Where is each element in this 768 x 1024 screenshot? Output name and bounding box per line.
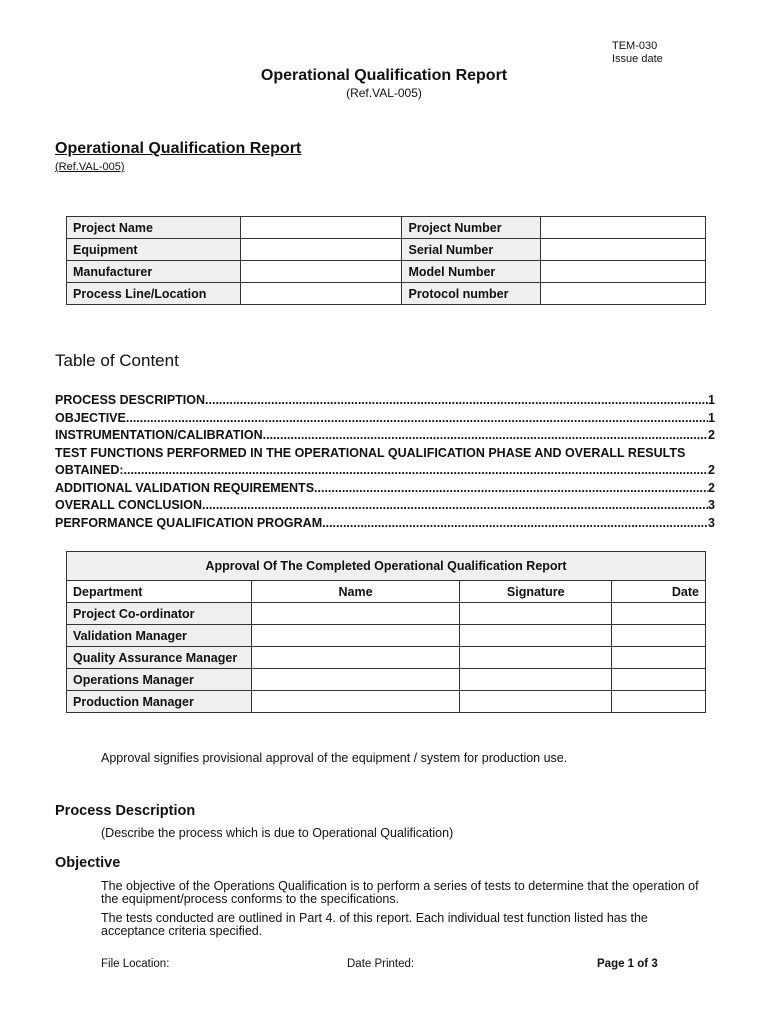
toc-entry-label: PROCESS DESCRIPTION bbox=[55, 393, 206, 407]
toc-heading: Table of Content bbox=[55, 351, 179, 370]
toc-entry-page: 1 bbox=[708, 393, 715, 407]
toc-entry[interactable] bbox=[55, 410, 715, 428]
date-cell[interactable] bbox=[612, 603, 706, 625]
serial-number-value[interactable] bbox=[541, 239, 706, 261]
date-cell[interactable] bbox=[612, 647, 706, 669]
department-cell: Project Co-ordinator bbox=[67, 603, 252, 625]
toc-leader bbox=[322, 515, 708, 533]
date-cell[interactable] bbox=[612, 625, 706, 647]
toc-leader bbox=[124, 462, 709, 480]
process-line-label: Process Line/Location bbox=[67, 283, 241, 305]
protocol-number-value[interactable] bbox=[541, 283, 706, 305]
table-row bbox=[67, 691, 706, 713]
toc-entry-page: 3 bbox=[708, 515, 715, 530]
signature-cell[interactable] bbox=[460, 603, 612, 625]
toc-entry-page: 2 bbox=[708, 428, 715, 442]
toc-entry-label: PERFORMANCE QUALIFICATION PROGRAM bbox=[55, 515, 323, 530]
document-meta bbox=[612, 40, 663, 66]
objective-heading: Objective bbox=[55, 855, 121, 871]
equipment-value[interactable] bbox=[240, 239, 402, 261]
approval-table bbox=[66, 551, 706, 713]
toc-entry[interactable] bbox=[55, 497, 715, 515]
department-cell: Production Manager bbox=[67, 691, 252, 713]
signature-cell[interactable] bbox=[460, 625, 612, 647]
table-of-contents bbox=[55, 392, 715, 532]
toc-entry[interactable] bbox=[55, 480, 715, 498]
manufacturer-label: Manufacturer bbox=[67, 261, 241, 283]
objective-paragraph: The objective of the Operations Qualification is to perform a series of tests to determine that the operation of the equipment/process conforms to the specifications. bbox=[101, 879, 699, 906]
department-cell: Operations Manager bbox=[67, 669, 252, 691]
column-header-name: Name bbox=[251, 581, 460, 603]
signature-cell[interactable] bbox=[460, 691, 612, 713]
name-cell[interactable] bbox=[251, 603, 460, 625]
table-row bbox=[67, 217, 706, 239]
serial-number-label: Serial Number bbox=[402, 239, 541, 261]
model-number-value[interactable] bbox=[541, 261, 706, 283]
project-info-table bbox=[66, 216, 706, 305]
toc-entry-label: OBJECTIVE bbox=[55, 410, 126, 425]
toc-entry-label: OVERALL CONCLUSION bbox=[55, 498, 202, 512]
signature-cell[interactable] bbox=[460, 647, 612, 669]
table-row bbox=[67, 239, 706, 261]
name-cell[interactable] bbox=[251, 669, 460, 691]
section-title: Operational Qualification Report bbox=[55, 140, 302, 157]
section-ref: (Ref.VAL-005) bbox=[55, 161, 125, 173]
date-cell[interactable] bbox=[612, 669, 706, 691]
process-line-value[interactable] bbox=[240, 283, 402, 305]
project-number-value[interactable] bbox=[541, 217, 706, 239]
toc-entry-page: 2 bbox=[708, 480, 715, 495]
department-cell: Validation Manager bbox=[67, 625, 252, 647]
project-number-label: Project Number bbox=[402, 217, 541, 239]
date-cell[interactable] bbox=[612, 691, 706, 713]
toc-entry-page: 2 bbox=[708, 463, 715, 477]
toc-entry-label: OBTAINED: bbox=[55, 463, 124, 477]
table-header-row bbox=[67, 581, 706, 603]
equipment-label: Equipment bbox=[67, 239, 241, 261]
toc-leader bbox=[202, 497, 708, 515]
footer-page-number: Page 1 of 3 bbox=[597, 958, 658, 970]
footer-file-location: File Location: bbox=[101, 958, 170, 970]
objective-body bbox=[101, 880, 711, 944]
process-description-heading: Process Description bbox=[55, 803, 196, 819]
model-number-label: Model Number bbox=[402, 261, 541, 283]
process-description-text: (Describe the process which is due to Operational Qualification) bbox=[101, 826, 454, 840]
toc-entry-page: 3 bbox=[708, 498, 715, 512]
table-row bbox=[67, 283, 706, 305]
toc-leader bbox=[126, 410, 708, 428]
project-name-value[interactable] bbox=[240, 217, 402, 239]
column-header-signature: Signature bbox=[460, 581, 612, 603]
name-cell[interactable] bbox=[251, 691, 460, 713]
toc-entry-first-line[interactable]: TEST FUNCTIONS PERFORMED IN THE OPERATIONAL QUALIFICATION PHASE AND OVERALL RESULTS bbox=[55, 445, 686, 460]
column-header-date: Date bbox=[612, 581, 706, 603]
protocol-number-label: Protocol number bbox=[402, 283, 541, 305]
page-title: Operational Qualification Report bbox=[260, 67, 508, 84]
footer-date-printed: Date Printed: bbox=[347, 958, 415, 970]
table-row bbox=[67, 625, 706, 647]
template-code: TEM-030 bbox=[612, 40, 658, 52]
toc-leader bbox=[263, 427, 708, 445]
toc-entry[interactable] bbox=[55, 462, 715, 480]
table-row bbox=[67, 669, 706, 691]
toc-entry[interactable] bbox=[55, 392, 715, 410]
table-row bbox=[67, 647, 706, 669]
approval-table-title: Approval Of The Completed Operational Qualification Report bbox=[67, 552, 706, 581]
signature-cell[interactable] bbox=[460, 669, 612, 691]
table-title-row bbox=[67, 552, 706, 581]
toc-entry[interactable] bbox=[55, 427, 715, 445]
toc-entry-page: 1 bbox=[708, 410, 715, 425]
toc-leader bbox=[205, 392, 708, 410]
column-header-department: Department bbox=[67, 581, 252, 603]
objective-paragraph: The tests conducted are outlined in Part 4. of this report. Each individual test function listed has the acceptance criteria specified. bbox=[101, 911, 648, 938]
toc-entry-label: ADDITIONAL VALIDATION REQUIREMENTS bbox=[55, 480, 315, 495]
approval-note: Approval signifies provisional approval of the equipment / system for production use. bbox=[101, 751, 568, 765]
toc-entry-label: INSTRUMENTATION/CALIBRATION bbox=[55, 428, 263, 442]
project-name-label: Project Name bbox=[67, 217, 241, 239]
department-cell: Quality Assurance Manager bbox=[67, 647, 252, 669]
name-cell[interactable] bbox=[251, 625, 460, 647]
page-ref: (Ref.VAL-005) bbox=[346, 86, 422, 100]
table-row bbox=[67, 603, 706, 625]
toc-leader bbox=[314, 480, 708, 498]
manufacturer-value[interactable] bbox=[240, 261, 402, 283]
name-cell[interactable] bbox=[251, 647, 460, 669]
issue-date-label: Issue date bbox=[612, 53, 663, 65]
toc-entry[interactable] bbox=[55, 515, 715, 533]
table-row bbox=[67, 261, 706, 283]
